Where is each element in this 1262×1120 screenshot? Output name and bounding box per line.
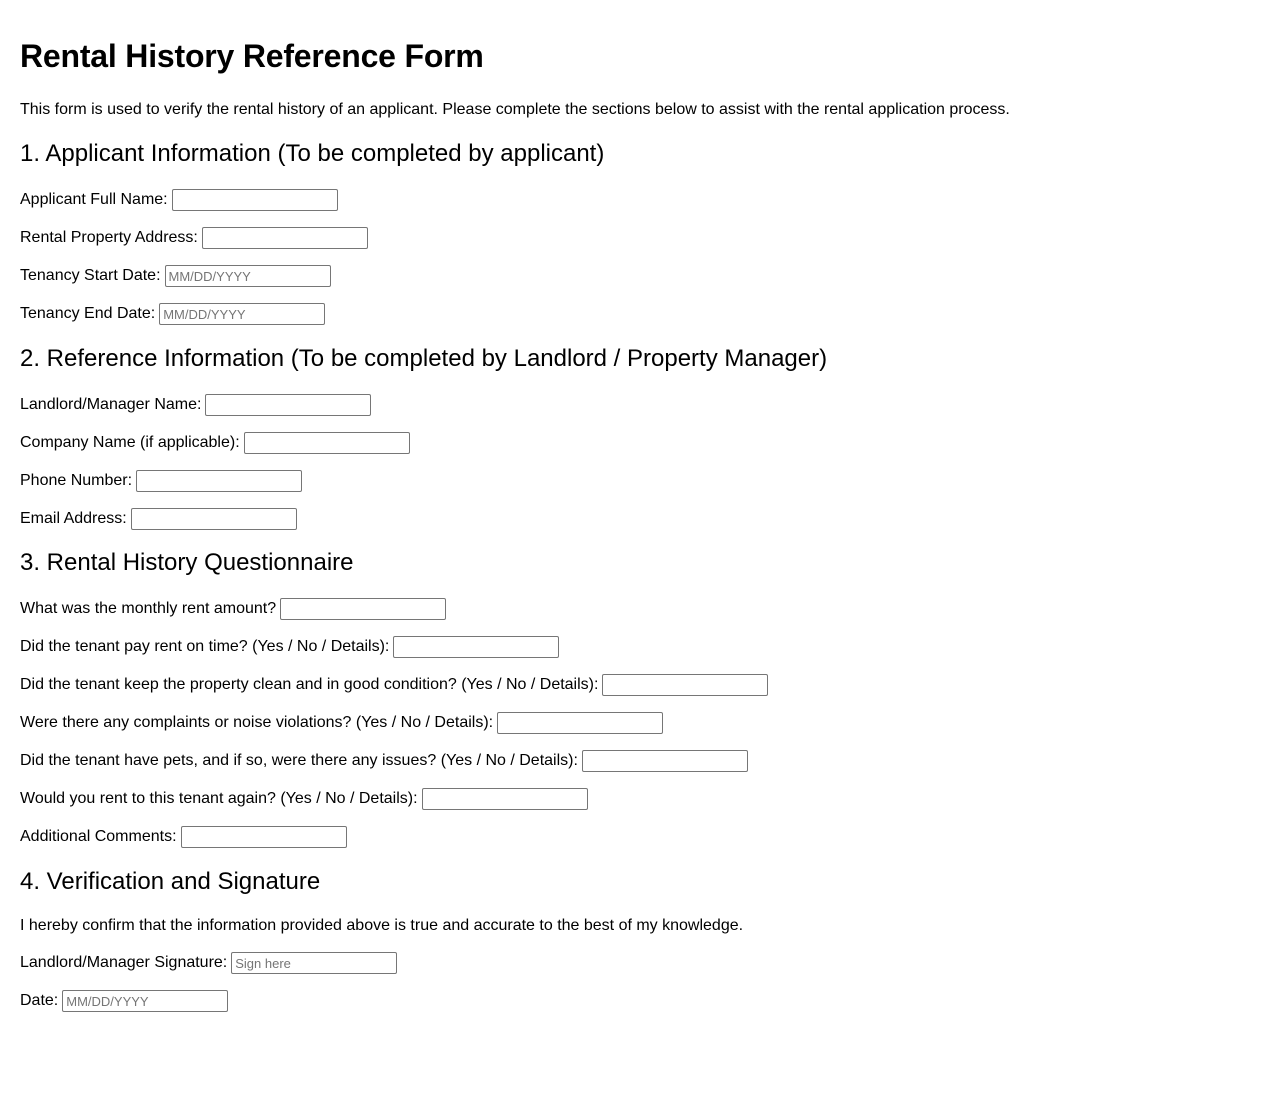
form-intro: This form is used to verify the rental history of an applicant. Please complete the sections below to assist with the rental application process. xyxy=(20,101,1010,118)
complaints-input[interactable] xyxy=(497,712,663,734)
field-pets xyxy=(20,750,748,772)
phone-number-input[interactable] xyxy=(136,470,302,492)
field-rent-on-time xyxy=(20,636,559,658)
property-condition-label: Did the tenant keep the property clean and in good condition? (Yes / No / Details): xyxy=(20,676,599,693)
company-name-input[interactable] xyxy=(244,432,410,454)
field-landlord-manager-name xyxy=(20,394,371,416)
monthly-rent-input[interactable] xyxy=(280,598,446,620)
field-rent-again xyxy=(20,788,588,810)
rent-on-time-label: Did the tenant pay rent on time? (Yes / No / Details): xyxy=(20,638,390,655)
verification-statement: I hereby confirm that the information provided above is true and accurate to the best of my knowledge. xyxy=(20,917,744,934)
rent-on-time-input[interactable] xyxy=(393,636,559,658)
rent-again-label: Would you rent to this tenant again? (Yes / No / Details): xyxy=(20,790,418,807)
monthly-rent-label: What was the monthly rent amount? xyxy=(20,600,277,617)
field-phone-number xyxy=(20,470,302,492)
email-address-input[interactable] xyxy=(131,508,297,530)
section-title-rental-history-questionnaire: 3. Rental History Questionnaire xyxy=(20,549,354,576)
field-monthly-rent xyxy=(20,598,446,620)
section-title-reference-information: 2. Reference Information (To be completed by Landlord / Property Manager) xyxy=(20,345,828,372)
field-email-address xyxy=(20,508,297,530)
landlord-manager-name-label: Landlord/Manager Name: xyxy=(20,396,202,413)
field-rental-property-address xyxy=(20,227,368,249)
pets-label: Did the tenant have pets, and if so, were there any issues? (Yes / No / Details): xyxy=(20,752,578,769)
rental-property-address-input[interactable] xyxy=(202,227,368,249)
date-label: Date: xyxy=(20,992,59,1009)
field-complaints xyxy=(20,712,663,734)
field-additional-comments xyxy=(20,826,347,848)
field-signature xyxy=(20,952,397,974)
additional-comments-input[interactable] xyxy=(181,826,347,848)
rental-property-address-label: Rental Property Address: xyxy=(20,229,198,246)
field-applicant-full-name xyxy=(20,189,338,211)
applicant-full-name-input[interactable] xyxy=(172,189,338,211)
section-title-verification-and-signature: 4. Verification and Signature xyxy=(20,868,321,895)
tenancy-start-date-label: Tenancy Start Date: xyxy=(20,267,161,284)
field-tenancy-end-date xyxy=(20,303,325,325)
tenancy-end-date-input[interactable] xyxy=(159,303,325,325)
signature-input[interactable] xyxy=(231,952,397,974)
complaints-label: Were there any complaints or noise violations? (Yes / No / Details): xyxy=(20,714,494,731)
section-title-applicant-information: 1. Applicant Information (To be completed by applicant) xyxy=(20,140,605,167)
company-name-label: Company Name (if applicable): xyxy=(20,434,240,451)
additional-comments-label: Additional Comments: xyxy=(20,828,177,845)
date-input[interactable] xyxy=(62,990,228,1012)
landlord-manager-name-input[interactable] xyxy=(205,394,371,416)
field-date xyxy=(20,990,228,1012)
page-title: Rental History Reference Form xyxy=(20,38,484,74)
tenancy-start-date-input[interactable] xyxy=(165,265,331,287)
field-property-condition xyxy=(20,674,768,696)
applicant-full-name-label: Applicant Full Name: xyxy=(20,191,168,208)
rent-again-input[interactable] xyxy=(422,788,588,810)
signature-label: Landlord/Manager Signature: xyxy=(20,954,228,971)
email-address-label: Email Address: xyxy=(20,510,127,527)
field-company-name xyxy=(20,432,410,454)
tenancy-end-date-label: Tenancy End Date: xyxy=(20,305,156,322)
phone-number-label: Phone Number: xyxy=(20,472,133,489)
field-tenancy-start-date xyxy=(20,265,331,287)
property-condition-input[interactable] xyxy=(602,674,768,696)
pets-input[interactable] xyxy=(582,750,748,772)
